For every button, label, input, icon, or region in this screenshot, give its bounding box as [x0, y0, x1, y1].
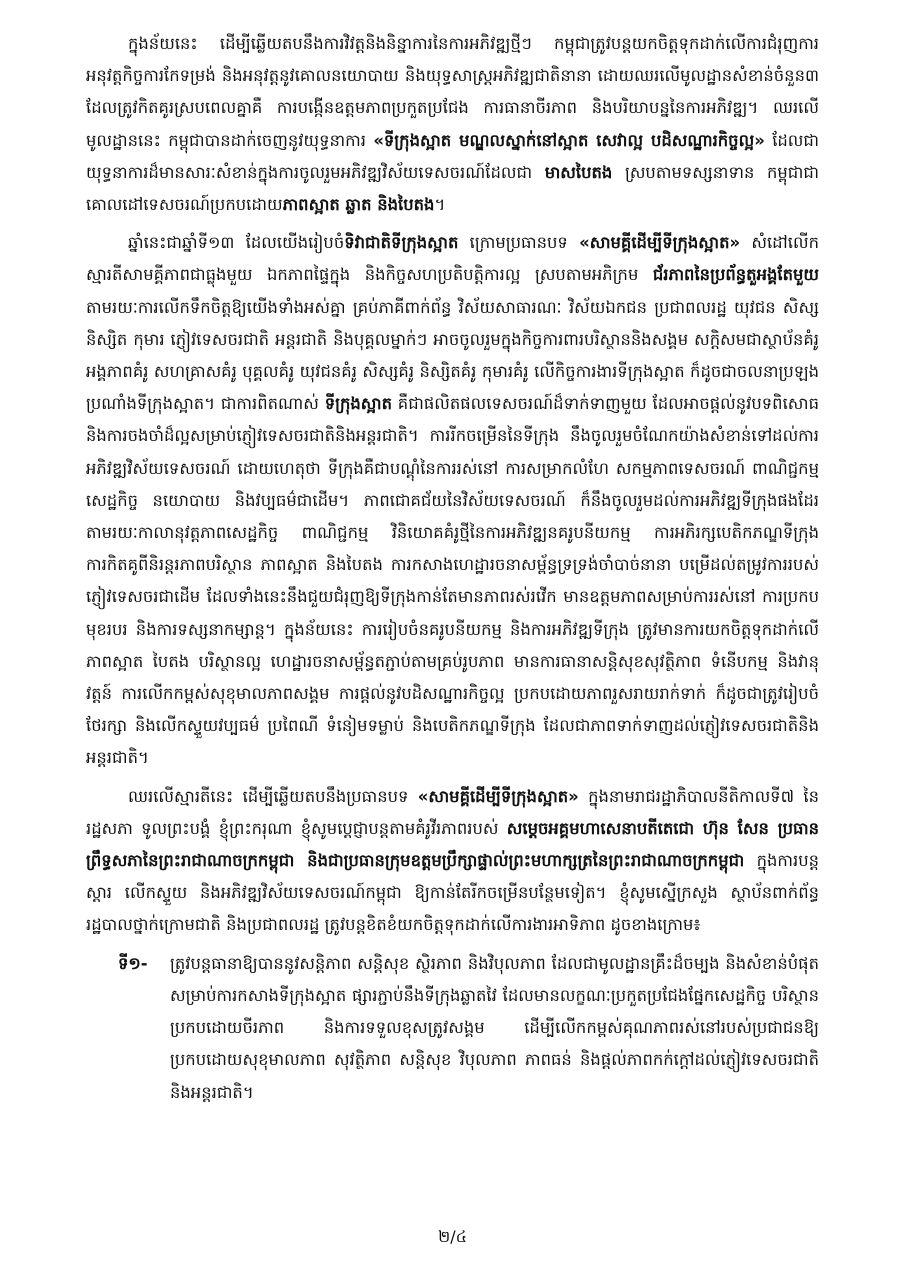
priority-item — [86, 948, 819, 1109]
body-text — [86, 28, 819, 942]
bold-phrase: «ទីក្រុងស្អាត មណ្ឌលស្នាក់នៅស្អាត សេវាល្អ បដិសណ្ឋារកិច្ចល្អ» — [373, 130, 765, 150]
priority-item-label: ទី១- — [118, 953, 148, 973]
paragraph — [86, 28, 819, 221]
text-segment: ស្របតាមទស្សនាទាន កម្ពុជាជាគោលដៅទេសចរណ៍ប្រកបដោយ — [86, 162, 819, 215]
bold-phrase: ជ័រភាពនៃប្រព័ន្ធតួអង្គតែមួយ — [652, 265, 819, 285]
page-number: ២/៤ — [438, 1227, 467, 1246]
priority-item-text: ត្រូវបន្តធានាឱ្យបាននូវសន្តិភាព សន្តិសុខ ស្ថិរភាព និងវិបុលភាព ដែលជាមូលដ្ឋានគ្រឹះដ៏ចម្បង និងសំខាន់បំផុត សម្រាប់ការកសាងទីក្រុងស្អាត ផ្សារភ្ជាប់នឹងទីក្រុងឆ្លាតវៃ ដែលមានលក្ខណៈប្រកួតប្រជែងផ្នែកសេដ្ឋកិច្ច បរិស្ថានប្រកបដោយចីរភាព និងការទទួលខុសត្រូវសង្គម ដើម្បីលើកកម្ពស់គុណភាពរស់នៅរបស់ប្រជាជនឱ្យប្រកបដោយសុខុមាលភាព សុវត្ថិភាព សន្តិសុខ វិបុលភាព ភាពធន់ និងផ្តល់ភាពកក់ក្តៅដល់ភ្ញៀវទេសចរជាតិនិងអន្តរជាតិ។ — [170, 953, 819, 1102]
bold-phrase: មាសបៃតង — [544, 162, 613, 182]
text-segment: តាមរយៈការលើកទឹកចិត្តឱ្យយើងទាំងអស់គ្នា គ្រប់ភាគីពាក់ព័ន្ធ វិស័យសាធារណៈ វិស័យឯកជន ប្រជាពលរដ្ឋ យុវជន សិស្ស និស្សិត កុមារ ភ្ញៀវទេសចរជាតិ អន្តរជាតិ និងបុគ្គលម្នាក់ៗ អាចចូលរួមក្នុងកិច្ចការពារបរិស្ថាននិងសង្គម សក្តិសមជាស្ថាប័នគំរូ អង្គភាពគំរូ សហគ្រាសគំរូ បុគ្គលគំរូ យុវជនគំរូ សិស្សគំរូ និស្សិតគំរូ កុមារគំរូ លើកិច្ចការងារទីក្រុងស្អាត ក៏ដូចជាចលនាប្រឡងប្រណាំងទីក្រុងស្អាត។ ជាការពិតណាស់ — [86, 297, 819, 414]
bold-phrase: សម្តេចអគ្គមហាសេនាបតីតេជោ ហ៊ុន សែន ប្រធានព្រឹទ្ធសភានៃព្រះរាជាណាចក្រកម្ពុជា និងជាប្រធានក្រុមឧត្តមប្រឹក្សាផ្ទាល់ព្រះមហាក្សត្រនៃព្រះរាជាណាចក្រកម្ពុជា — [86, 818, 820, 871]
bold-phrase: «សាមគ្គីដើម្បីទីក្រុងស្អាត» — [579, 233, 741, 253]
priority-list — [86, 948, 819, 1109]
paragraph — [86, 781, 819, 942]
text-segment: ក្នុងការបន្តស្តារ លើកស្ទួយ និងអភិវឌ្ឍវិស័យទេសចរណ៍កម្ពុជា ឱ្យកាន់តែរីកចម្រើនបន្ថែមទៀត។ ខ្ញុំសូមស្នើក្រសួង ស្ថាប័នពាក់ព័ន្ធ រដ្ឋបាលថ្នាក់ក្រោមជាតិ និងប្រជាពលរដ្ឋ ត្រូវបន្តខិតខំយកចិត្តទុកដាក់លើការងារអាទិភាព ដូចខាងក្រោម៖ — [86, 851, 820, 935]
text-segment: ក្រោមប្រធានបទ — [458, 233, 580, 253]
bold-phrase: ទិវាជាតិទីក្រុងស្អាត — [344, 233, 459, 253]
bold-phrase: «សាមគ្គីដើម្បីទីក្រុងស្អាត» — [417, 786, 579, 806]
text-segment: ដែលជាយុទ្ធនាការដ៏មានសារៈសំខាន់ក្នុងការចូលរួមអភិវឌ្ឍវិស័យទេសចរណ៍ដែលជា — [86, 130, 820, 182]
text-segment: ឆ្នាំនេះជាឆ្នាំទី១៣ ដែលយើងរៀបចំ — [128, 233, 345, 253]
text-segment: ក្នុងន័យនេះ ដើម្បីឆ្លើយតបនឹងការវិវត្តនិងនិន្នាការនៃការអភិវឌ្ឍថ្មីៗ កម្ពុជាត្រូវបន្តយកចិត្តទុកដាក់លើការជំរុញការអនុវត្តកិច្ចការកែទម្រង់ និងអនុវត្តនូវគោលនយោបាយ និងយុទ្ធសាស្ត្រអភិវឌ្ឍជាតិនានា ដោយឈរលើមូលដ្ឋានសំខាន់ចំនួន៣ ដែលត្រូវកិតគូរស្របពេលគ្នាគឺ ការបង្កើនឧត្តមភាពប្រកួតប្រជែង ការធានាចីរភាព និងបរិយាបន្ននៃការអភិវឌ្ឍ។ ឈរលើមូលដ្ឋាននេះ កម្ពុជាបានដាក់ចេញនូវយុទ្ធនាការ — [86, 34, 819, 150]
paragraph — [86, 227, 819, 774]
text-segment: គឺជាផលិតផលទេសចរណ៍ដ៏ទាក់ទាញមួយ ដែលអាចផ្តល់នូវបទពិសោធ និងការចងចាំដ៏ល្អសម្រាប់ភ្ញៀវទេសចរជាតិនិងអន្តរជាតិ។ ការរីកចម្រើននៃទីក្រុង នឹងចូលរួមចំណែកយ៉ាងសំខាន់ទៅដល់ការអភិវឌ្ឍវិស័យទេសចរណ៍ ដោយហេតុថា ទីក្រុងគឺជាបណ្តុំនៃការរស់នៅ ការសម្រាកលំហែ សកម្មភាពទេសចរណ៍ ពាណិជ្ជកម្ម សេដ្ឋកិច្ច នយោបាយ និងវប្បធម៌ជាដើម។ ភាពជោគជ័យនៃវិស័យទេសចរណ៍ ក៏នឹងចូលរួមដល់ការអភិវឌ្ឍទីក្រុងផងដែរ តាមរយៈកាលានុវត្តភាពសេដ្ឋកិច្ច ពាណិជ្ជកម្ម វិនិយោគគំរូថ្មីនៃការអភិវឌ្ឍនគរូបនីយកម្ម ការអភិរក្សបេតិកភណ្ឌទីក្រុង ការកិតគូពីនិរន្តរភាពបរិស្ថាន ភាពស្អាត និងបៃតង ការកសាងហេដ្ឋារចនាសម្ព័ន្ធទ្រទ្រង់ចាំបាច់នានា បម្រើដល់តម្រូវការរបស់ភ្ញៀវទេសចរជាដើម ដែលទាំងនេះនឹងជួយជំរុញឱ្យទីក្រុងកាន់តែមានភាពរស់រវើក មានឧត្តមភាពសម្រាប់ការរស់នៅ ការប្រកបមុខរបរ និងការទស្សនាកម្សាន្ត។ ក្នុងន័យនេះ ការរៀបចំនគរូបនីយកម្ម និងការអភិវឌ្ឍទីក្រុង ត្រូវមានការយកចិត្តទុកដាក់លើភាពស្អាត បៃតង បរិស្ថានល្អ ហេដ្ឋារចនាសម្ព័ន្ធតភ្ជាប់តាមគ្រប់រូបភាព មានការធានាសន្តិសុខសុវត្ថិភាព ទំនើបកម្ម និងវានុវត្តន៍ ការលើកកម្ពស់សុខុមាលភាពសង្គម ការផ្តល់នូវបដិសណ្ឋារកិច្ចល្អ ប្រកបដោយភាពរួសរាយរាក់ទាក់ ក៏ដូចជាត្រូវរៀបចំ ថែរក្សា និងលើកស្ទួយវប្បធម៌ ប្រពៃណី ទំនៀមទម្លាប់ និងបេតិកភណ្ឌទីក្រុង ដែលជាភាពទាក់ទាញដល់ភ្ញៀវទេសចរជាតិនិងអន្តរជាតិ។ — [86, 394, 819, 768]
text-segment: ក្នុងនាមរាជរដ្ឋាភិបាលនីតិកាលទី៧ នៃរដ្ឋសភា ទូលព្រះបង្គំ ខ្ញុំព្រះករុណា ខ្ញុំសូមប្តេជ្ញាបន្តតាមគំរូវីរភាពរបស់ — [86, 786, 819, 838]
text-segment: ឈរលើស្មារតីនេះ ដើម្បីឆ្លើយតបនឹងប្រធានបទ — [128, 786, 418, 806]
bold-phrase: ទីក្រុងស្អាត — [324, 394, 392, 414]
bold-phrase: ភាពស្អាត ឆ្លាត និងបៃតង — [282, 195, 435, 215]
text-segment: ។ — [434, 195, 446, 215]
text-segment: សំដៅលើកស្មារតីសាមគ្គីភាពជាធ្លុងមួយ ឯកភាពផ្ទៃក្នុង និងកិច្ចសហប្រតិបត្តិការល្អ ស្របតាមអភិក្រម — [86, 233, 819, 285]
